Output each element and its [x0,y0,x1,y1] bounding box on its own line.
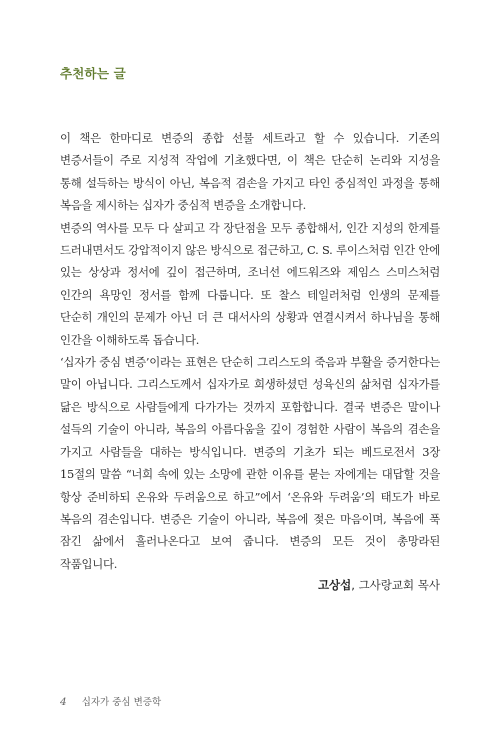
paragraph-3: ‘십자가 중심 변증’이라는 표현은 단순히 그리스도의 죽음과 부활을 증거한다는 말이 아닙니다. 그리스도께서 십자가로 희생하셨던 성육신의 삶처럼 십자가를 닮은 방식으로 사람들에게 다가가는 것까지 포함합니다. 결국 변증은 말이나 설득의 기술이 아니라, 복음의 아름다움을 깊이 경험한 사람이 복음의 겸손을 가지고 사람들을 대하는 방식입니다. 변증의 기초가 되는 베드로전서 3장 15절의 말씀 “너희 속에 있는 소망에 관한 이유를 묻는 자에게는 대답할 것을 항상 준비하되 온유와 두려움으로 하고”에서 ‘온유와 두려움’의 태도가 바로 복음의 겸손입니다. 변증은 기술이 아니라, 복음에 젖은 마음이며, 복음에 푹 잠긴 삶에서 흘러나온다고 보여 줍니다. 변증의 모든 것이 총망라된 작품입니다. [60,355,440,571]
section-title: 추천하는 글 [60,66,126,81]
page-number: 4 [60,696,67,708]
page-footer [60,694,161,708]
signature [318,577,440,593]
running-title: 십자가 중심 변증학 [81,697,162,708]
paragraph-1: 이 책은 한마디로 변증의 종합 선물 세트라고 할 수 있습니다. 기존의 변증서들이 주로 지성적 작업에 기초했다면, 이 책은 단순히 논리와 지성을 통해 설득하는 방식이 아닌, 복음적 겸손을 가지고 타인 중심적인 과정을 통해 복음을 제시하는 십자가 중심적 변증을 소개합니다. [60,131,440,213]
signature-name: 고상섭 [317,578,352,592]
paragraph-2: 변증의 역사를 모두 다 살피고 각 장단점을 모두 종합해서, 인간 지성의 한계를 드러내면서도 강압적이지 않은 방식으로 접근하고, C. S. 루이스처럼 인간 안에 있는 상상과 정서에 깊이 접근하며, 조너선 에드워즈와 제임스 스미스처럼 인간의 욕망인 정서를 함께 다룹니다. 또 찰스 테일러처럼 인생의 문제를 단순히 개인의 문제가 아닌 더 큰 대서사의 상황과 연결시켜서 하나님을 통해 인간을 이해하도록 돕습니다. [60,220,440,347]
body-text [60,127,440,575]
signature-affiliation: , 그사랑교회 목사 [351,578,440,592]
